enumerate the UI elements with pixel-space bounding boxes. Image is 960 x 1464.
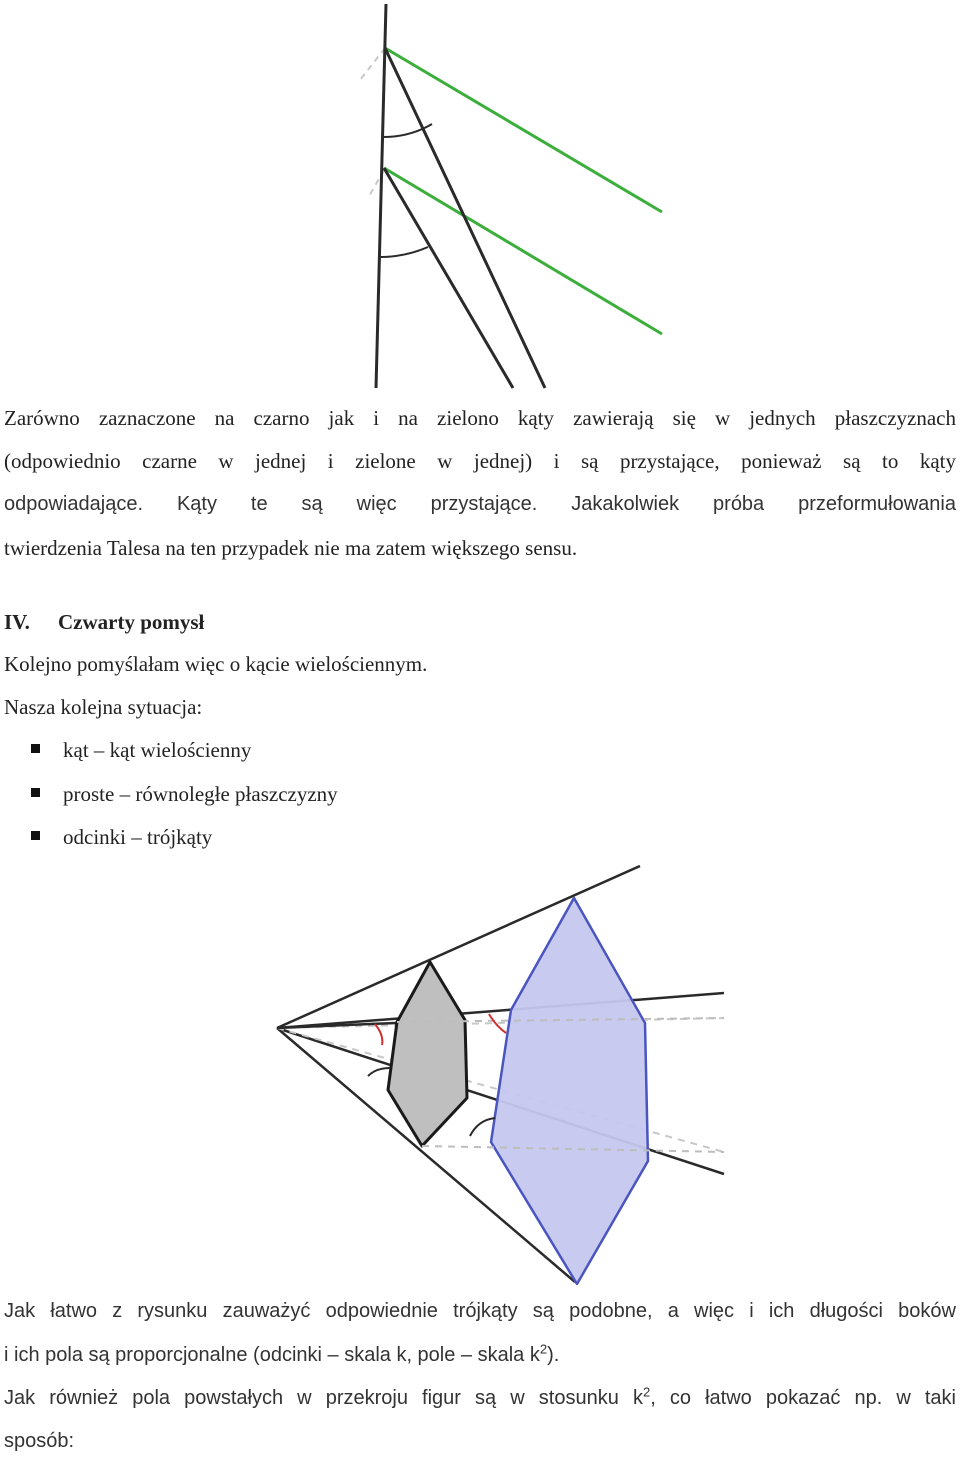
paragraph-2-line-1: Jak łatwo z rysunku zauważyć odpowiednie trójkąty są podobne, a więc i ich długości boków [4, 1300, 956, 1322]
large-section-polygon [491, 898, 648, 1284]
dashed-line-upper [360, 48, 385, 80]
section-heading [4, 601, 204, 644]
paragraph-2-line-2: i ich pola są proporcjonalne (odcinki – skala k, pole – skala $k^2$). [4, 1341, 560, 1366]
diagonal-black-line-upper [385, 48, 545, 388]
square-bullet-icon [31, 788, 40, 797]
bullet-list [30, 729, 338, 860]
small-section-polygon [388, 962, 467, 1146]
angle-arc-lower [380, 247, 428, 257]
list-item: odcinki – trójkąty [30, 816, 338, 860]
section-number: IV. [4, 610, 30, 634]
list-item: proste – równoległe płaszczyzny [30, 773, 338, 817]
green-line-upper [385, 48, 662, 212]
paragraph-1-line-3: odpowiadające. Kąty te są więc przystające. Jakakolwiek próba przeformułowania [4, 493, 956, 515]
section-title: Czwarty pomysł [58, 610, 205, 634]
paragraph-2-line-4: sposób: [4, 1430, 75, 1452]
figure-1-diagram [0, 0, 960, 392]
vertical-black-line [376, 4, 386, 388]
paragraph-1-line-1: Zarówno zaznaczone na czarno jak i na zielono kąty zawierają się w jednych płaszczyznach [4, 406, 956, 430]
square-bullet-icon [31, 744, 40, 753]
angle-mark-black-small [368, 1068, 390, 1076]
green-line-lower [384, 168, 662, 334]
figure-2-diagram [0, 860, 960, 1285]
intro-line-1: Kolejno pomyślałam więc o kącie wielościennym. [4, 652, 428, 676]
square-bullet-icon [31, 831, 40, 840]
paragraph-1-line-4: twierdzenia Talesa na ten przypadek nie ma zatem większego sensu. [4, 536, 578, 560]
list-item: kąt – kąt wielościenny [30, 729, 338, 773]
paragraph-1-line-2: (odpowiednio czarne w jednej i zielone w jednej) i są przystające, ponieważ są to kąty [4, 449, 956, 473]
paragraph-2-line-3: Jak również pola powstałych w przekroju figur są w stosunku $k^2$, co łatwo pokazać np. w taki [4, 1384, 957, 1409]
angle-mark-red-small [375, 1024, 382, 1045]
intro-line-2: Nasza kolejna sytuacja: [4, 695, 203, 719]
